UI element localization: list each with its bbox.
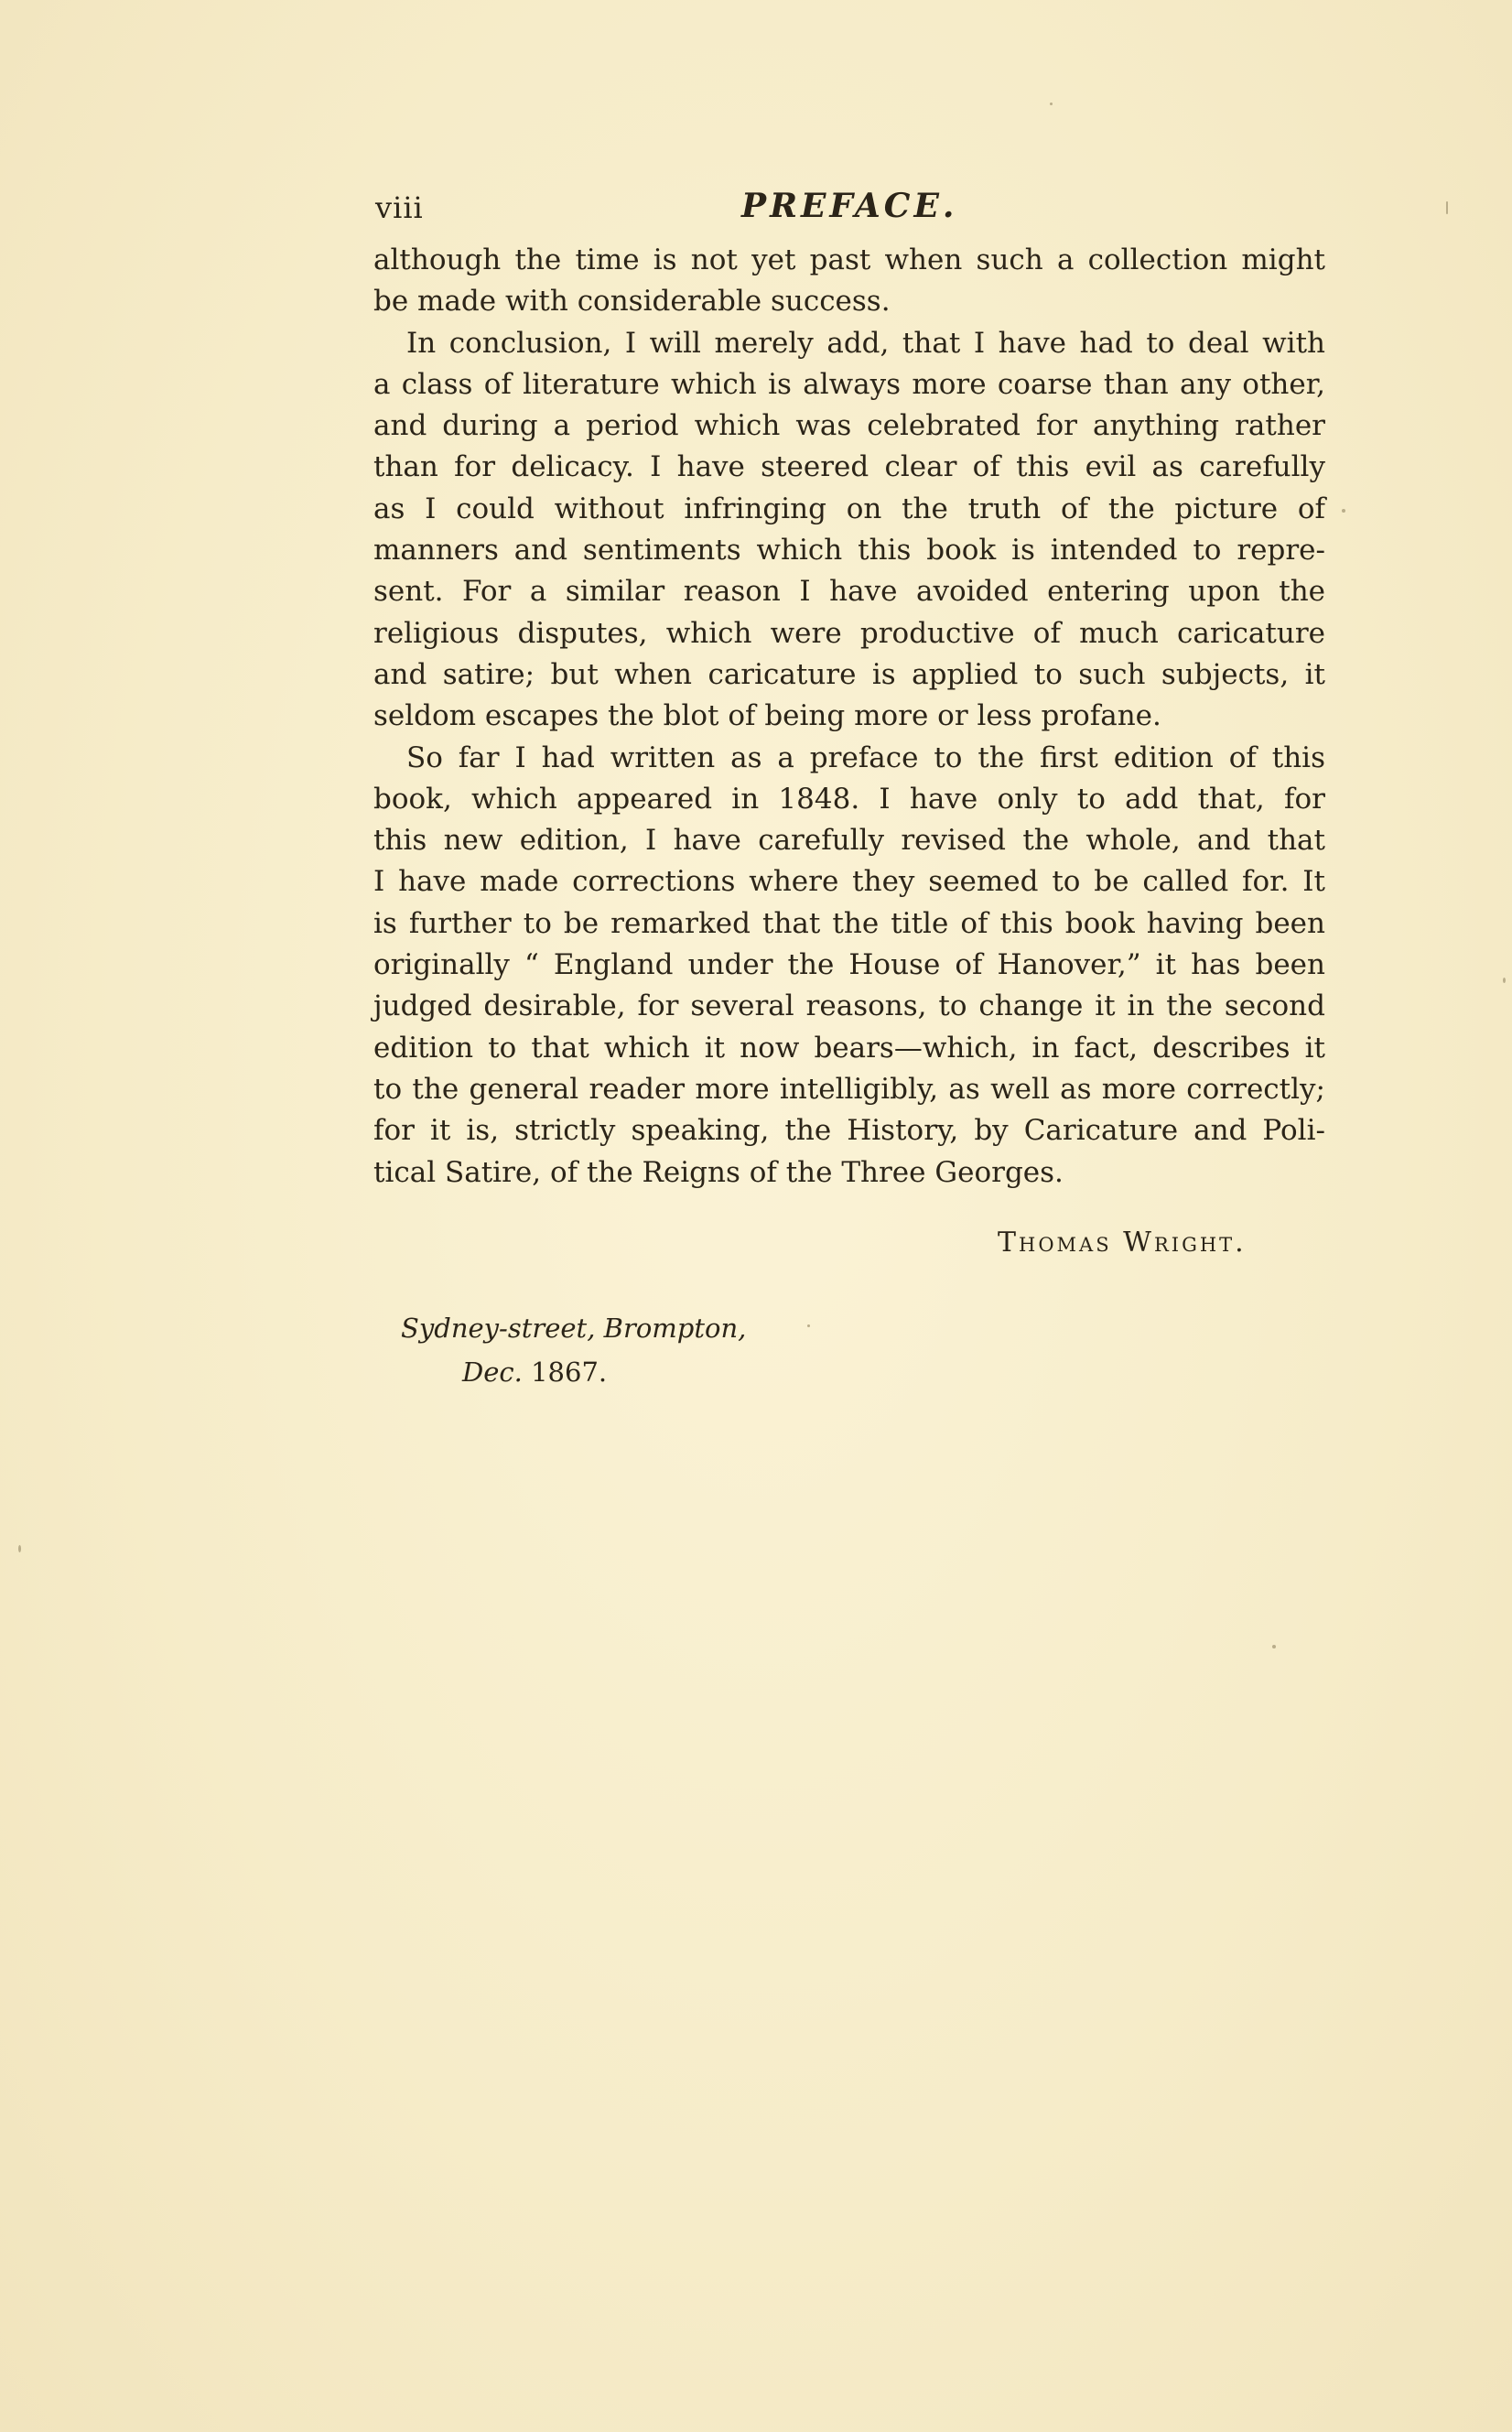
paper-speck bbox=[1272, 1645, 1276, 1648]
text-line: than for delicacy. I have steered clear of this evil as carefully bbox=[373, 450, 1325, 484]
text-line: manners and sentiments which this book is intended to repre- bbox=[373, 534, 1325, 567]
text-line: edition to that which it now bears—which, in fact, describes it bbox=[373, 1031, 1325, 1065]
text-line: and during a period which was celebrated for anything rather bbox=[373, 409, 1325, 443]
preface-body bbox=[373, 240, 1325, 1194]
date-line bbox=[462, 1357, 607, 1388]
text-line: a class of literature which is always more coarse than any other, bbox=[373, 367, 1325, 401]
page-header bbox=[375, 187, 1327, 232]
page-number: viii bbox=[375, 190, 424, 225]
running-title: PREFACE. bbox=[741, 187, 958, 225]
text-line: be made with considerable success. bbox=[373, 285, 891, 319]
text-line: religious disputes, which were productive of much caricature bbox=[373, 616, 1325, 650]
text-line: In conclusion, I will merely add, that I have had to deal with bbox=[406, 326, 1325, 360]
paper-speck bbox=[1050, 103, 1053, 105]
text-line: judged desirable, for several reasons, to change it in the second bbox=[373, 989, 1325, 1023]
text-line: originally “ England under the House of Hanover,” it has been bbox=[373, 948, 1325, 982]
paper-speck bbox=[1342, 509, 1345, 513]
author-signature: Thomas Wright. bbox=[998, 1227, 1247, 1259]
text-line: So far I had written as a preface to the first edition of this bbox=[406, 740, 1325, 774]
text-line: I have made corrections where they seemed to be called for. It bbox=[373, 865, 1325, 899]
text-line: sent. For a similar reason I have avoided entering upon the bbox=[373, 575, 1325, 609]
text-line: and satire; but when caricature is applied to such subjects, it bbox=[373, 657, 1325, 691]
text-line: tical Satire, of the Reigns of the Three Georges. bbox=[373, 1155, 1064, 1189]
text-line: seldom escapes the blot of being more or less profane. bbox=[373, 699, 1161, 733]
text-line: as I could without infringing on the truth of the picture of bbox=[373, 492, 1325, 525]
text-line: to the general reader more intelligibly, as well as more correctly; bbox=[373, 1072, 1325, 1106]
paper-speck bbox=[1446, 201, 1448, 214]
paper-speck bbox=[807, 1324, 810, 1327]
paper-speck bbox=[1503, 978, 1506, 983]
paper-speck bbox=[18, 1545, 21, 1552]
date-year: 1867. bbox=[531, 1357, 608, 1388]
text-line: although the time is not yet past when such a collection might bbox=[373, 243, 1325, 276]
place-line: Sydney-street, Brompton, bbox=[401, 1313, 747, 1344]
date-month: Dec. bbox=[462, 1357, 523, 1388]
text-line: this new edition, I have carefully revised the whole, and that bbox=[373, 824, 1325, 858]
text-line: book, which appeared in 1848. I have only to add that, for bbox=[373, 782, 1325, 816]
text-line: for it is, strictly speaking, the History, by Caricature and Poli- bbox=[373, 1114, 1325, 1148]
text-line: is further to be remarked that the title of this book having been bbox=[373, 906, 1325, 940]
